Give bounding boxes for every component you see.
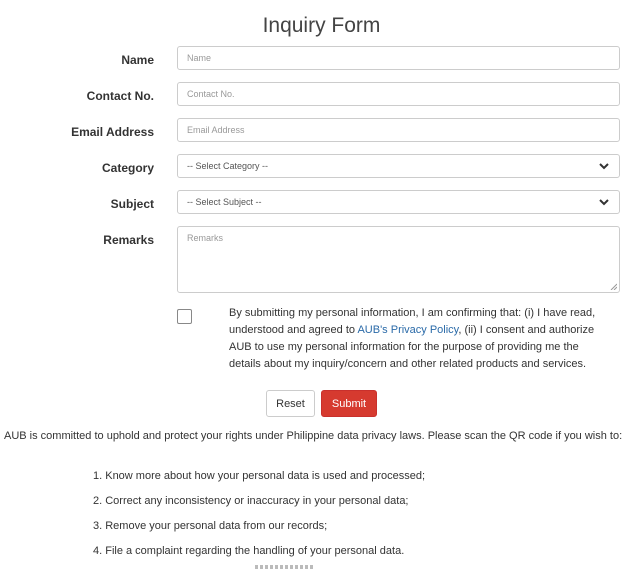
category-selected: -- Select Category -- bbox=[187, 161, 269, 171]
privacy-policy-link[interactable]: AUB's Privacy Policy bbox=[357, 324, 459, 336]
contact-no-input[interactable] bbox=[177, 82, 620, 106]
remarks-placeholder: Remarks bbox=[187, 233, 224, 243]
form-title: Inquiry Form bbox=[262, 14, 381, 37]
name-label: Name bbox=[121, 53, 154, 67]
name-placeholder: Name bbox=[187, 53, 212, 63]
privacy-notice: AUB is committed to uphold and protect your rights under Philippine data privacy laws. Please scan the QR code if you wish to: bbox=[4, 430, 623, 442]
email-label: Email Address bbox=[71, 125, 154, 139]
consent-text-before: By submitting my personal information, I am confirming that: (i) I have read, understood and agreed to bbox=[229, 307, 596, 336]
privacy-rights-list bbox=[93, 468, 425, 568]
remarks-label: Remarks bbox=[103, 233, 154, 247]
category-label: Category bbox=[101, 161, 154, 175]
subject-selected: -- Select Subject -- bbox=[187, 197, 262, 207]
list-item: 2. Correct any inconsistency or inaccuracy in your personal data; bbox=[93, 495, 409, 507]
consent-checkbox[interactable] bbox=[177, 309, 192, 324]
email-input[interactable] bbox=[177, 118, 620, 142]
list-item: 3. Remove your personal data from our records; bbox=[93, 520, 328, 532]
category-select[interactable] bbox=[177, 154, 620, 178]
list-item: 4. File a complaint regarding the handling of your personal data. bbox=[93, 545, 405, 557]
remarks-textarea[interactable] bbox=[177, 226, 620, 293]
subject-select[interactable] bbox=[177, 190, 620, 214]
consent-text-after: , (ii) I consent and authorize AUB to use my personal information for the purpose of providing me the details about my inquiry/concern and other related products and services. bbox=[229, 324, 595, 370]
subject-label: Subject bbox=[110, 197, 154, 211]
list-item: 1. Know more about how your personal data is used and processed; bbox=[93, 470, 426, 482]
chevron-down-icon bbox=[598, 196, 610, 208]
submit-button[interactable]: Submit bbox=[321, 390, 377, 417]
consent-text bbox=[229, 305, 609, 373]
name-input[interactable] bbox=[177, 46, 620, 70]
reset-button[interactable]: Reset bbox=[266, 390, 315, 417]
cut-off-content bbox=[255, 565, 315, 569]
contact-no-label: Contact No. bbox=[86, 89, 154, 103]
email-placeholder: Email Address bbox=[187, 125, 245, 135]
resize-handle-icon[interactable] bbox=[610, 283, 617, 290]
chevron-down-icon bbox=[598, 160, 610, 172]
contact-no-placeholder: Contact No. bbox=[187, 89, 235, 99]
